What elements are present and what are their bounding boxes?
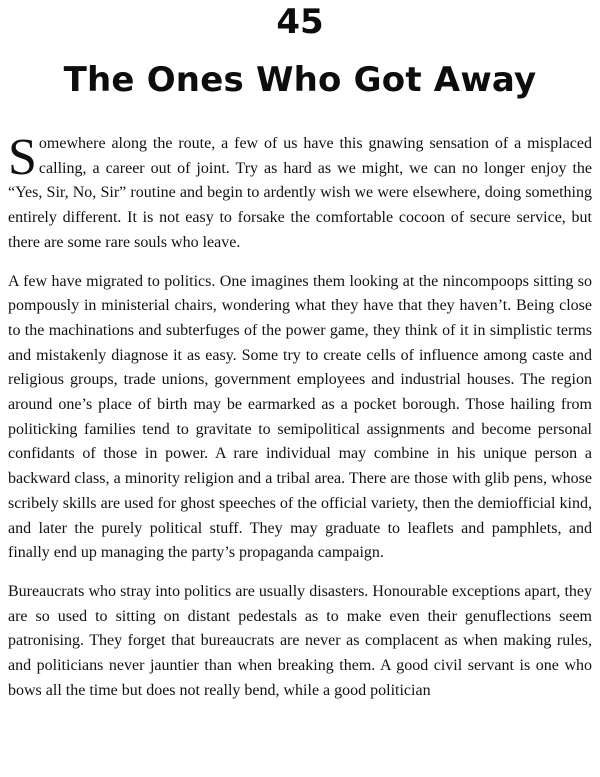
chapter-number: 45 [276,2,324,42]
drop-cap: S [8,129,37,186]
chapter-body [8,129,592,717]
paragraph-3: Bureaucrats who stray into politics are usually disasters. Honourable exceptions apart, they are so used to sitting on distant pedestals as to make even their genuflections seem patronising. They forget that bureaucrats are never as complacent as when making rules, and politicians never jauntier than when breaking them. A good civil servant is one who bows all the time but does not really bend, while a good politician [8,582,592,699]
chapter-title: The Ones Who Got Away [63,60,537,100]
paragraph-1-text: omewhere along the route, a few of us have this gnawing sensation of a misplaced calling, a career out of joint. Try as hard as we might, we can no longer enjoy the “Yes, Sir, No, Sir” routine and begin to ardently wish we were elsewhere, doing something entirely different. It is not easy to forsake the comfortable cocoon of secure service, but there are some rare souls who leave. [8,135,592,251]
paragraph-1 [8,129,592,256]
paragraph-2: A few have migrated to politics. One imagines them looking at the nincompoops sitting so pompously in ministerial chairs, wondering what they have that they haven’t. Being close to the machinations and subterfuges of the power game, they think of it in simplistic terms and mistakenly diagnose it as easy. Some try to create cells of influence among caste and religious groups, trade unions, government employees and industrial houses. The region around one’s place of birth may be earmarked as a pocket borough. Those hailing from politicking families tend to gravitate to semipolitical assignments and become personal confidants of those in power. A rare individual may combine in his unique person a backward class, a minority religion and a tribal area. There are those with glib pens, whose scribely skills are used for ghost speeches of the official variety, then the demiofficial kind, and later the purely political stuff. They may graduate to leaflets and pamphlets, and finally end up managing the party’s propaganda campaign. [8,272,592,562]
